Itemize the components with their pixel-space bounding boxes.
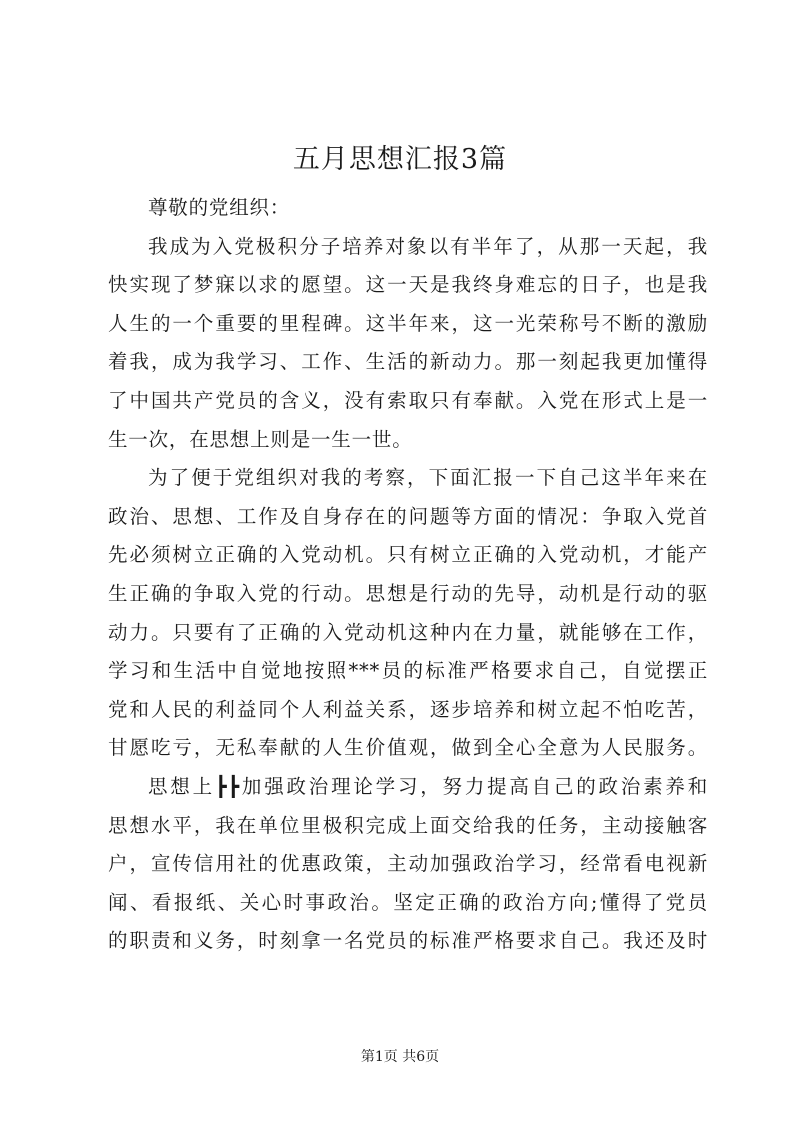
salutation: 尊敬的党组织：	[148, 196, 291, 219]
paragraph-line: 党和人民的利益同个人利益关系，逐步培养和树立起不怕吃苦，	[108, 697, 708, 721]
paragraph-line: 人生的一个重要的里程碑。这半年来，这一光荣称号不断的激励	[108, 311, 708, 335]
paragraph-line: 先必须树立正确的入党动机。只有树立正确的入党动机，才能产	[108, 543, 708, 567]
page-footer: 第1页 共6页	[360, 1049, 440, 1065]
paragraph-line: 学习和生活中自觉地按照***员的标准严格要求自己，自觉摆正	[108, 659, 708, 683]
paragraph-line: 的职责和义务，时刻拿一名党员的标准严格要求自己。我还及时	[108, 929, 708, 953]
paragraph-line: 生一次，在思想上则是一生一世。	[108, 427, 413, 451]
paragraph-line: 思想水平，我在单位里极积完成上面交给我的任务，主动接触客	[108, 813, 708, 837]
document-title: 五月思想汇报3篇	[292, 144, 508, 175]
paragraph-line: 生正确的争取入党的行动。思想是行动的先导，动机是行动的驱	[108, 581, 708, 605]
paragraph-line: 户，宣传信用社的优惠政策，主动加强政治学习，经常看电视新	[108, 852, 708, 876]
document-body	[108, 189, 708, 961]
paragraph-line: 动力。只要有了正确的入党动机这种内在力量，就能够在工作，	[108, 620, 708, 644]
paragraph-line: 甘愿吃亏，无私奉献的人生价值观，做到全心全意为人民服务。	[108, 736, 708, 760]
paragraph-line: 为了便于党组织对我的考察，下面汇报一下自己这半年来在	[148, 466, 708, 490]
paragraph-line: 了中国共产党员的含义，没有索取只有奉献。入党在形式上是一	[108, 388, 708, 412]
paragraph-line: 我成为入党极积分子培养对象以有半年了，从那一天起，我	[148, 234, 708, 258]
paragraph-line: 思想上┣┣加强政治理论学习，努力提高自己的政治素养和	[148, 774, 708, 798]
paragraph-line: 政治、思想、工作及自身存在的问题等方面的情况：争取入党首	[108, 504, 708, 528]
paragraph-line: 快实现了梦寐以求的愿望。这一天是我终身难忘的日子，也是我	[108, 273, 708, 297]
paragraph-line: 着我，成为我学习、工作、生活的新动力。那一刻起我更加懂得	[108, 350, 708, 374]
paragraph-line: 闻、看报纸、关心时事政治。坚定正确的政治方向;懂得了党员	[108, 890, 708, 914]
